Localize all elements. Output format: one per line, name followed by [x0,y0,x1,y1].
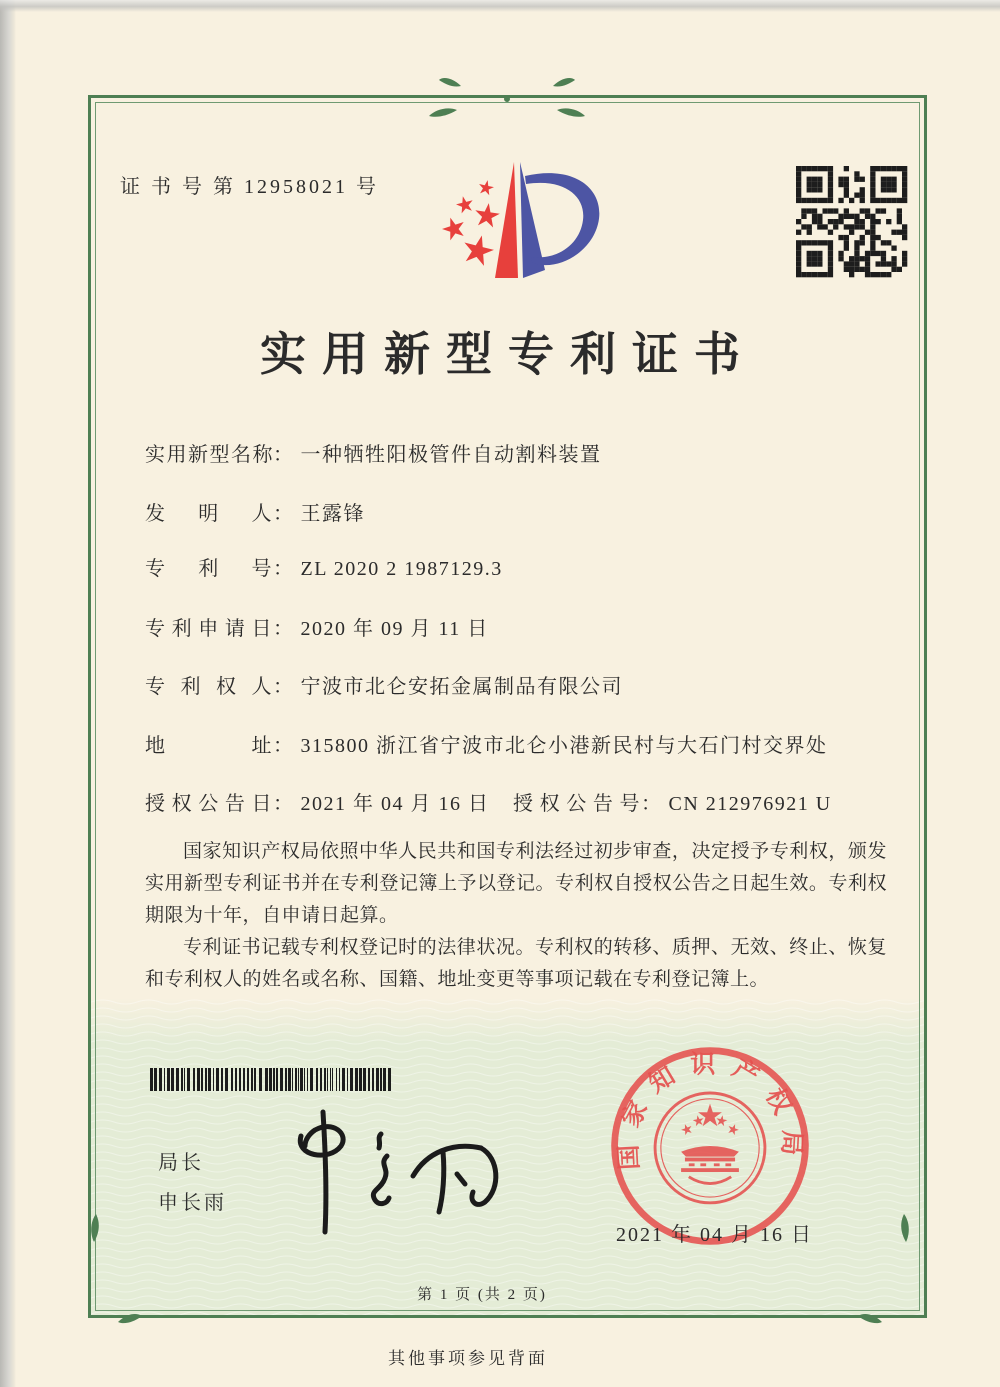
field-label: 专利申请日 [145,618,273,640]
corner-ornament-right [798,1182,926,1337]
issuer-name: 申长雨 [158,1192,227,1214]
legal-paragraph: 国家知识产权局依照中华人民共和国专利法经过初步审查，决定授予专利权，颁发实用新型专利证书并在专利登记簿上予以登记。专利权自授权公告之日起生效。专利权期限为十年，自申请日起算。 [145,841,887,926]
field-colon: ： [273,618,295,640]
field-label: 授权公告号 [513,793,641,815]
certificate-number: 证 书 号 第 12958021 号 [120,176,379,198]
field-label: 实用新型名称 [145,444,274,466]
page-title: 实用新型专利证书 [260,329,756,380]
field-label: 地址 [145,735,273,757]
field-value: 315800 浙江省宁波市北仑小港新民村与大石门村交界处 [300,735,828,757]
field-row [145,438,602,467]
field-row [145,552,503,581]
field-row [145,497,365,526]
field-row [145,612,489,641]
field-value: ZL 2020 2 1987129.3 [300,558,503,580]
grant-date-row [145,787,490,816]
field-label: 专利权人 [145,676,273,698]
field-colon: ： [273,503,295,525]
field-colon: ： [273,793,295,815]
legal-paragraph: 专利证书记载专利权登记时的法律状况。专利权的转移、质押、无效、终止、恢复和专利权人的姓名或名称、国籍、地址变更等事项记载在专利登记簿上。 [145,937,887,990]
seal-date: 2021 年 04 月 16 日 [616,1224,813,1246]
field-value: 一种牺牲阳极管件自动割料装置 [300,444,602,466]
qr-code [796,166,908,278]
field-label: 授权公告日 [145,793,273,815]
signature [285,1104,525,1239]
top-ornament [357,64,657,134]
scan-edge-left [0,0,16,1387]
field-colon: ： [273,558,295,580]
field-value: 2021 年 04 月 16 日 [300,793,490,815]
barcode [150,1068,397,1091]
field-colon: ： [273,444,295,466]
field-value: 王露锋 [300,503,365,525]
field-colon: ： [641,793,663,815]
back-note: 其他事项参见背面 [388,1349,548,1368]
national-emblem-icon [655,1093,765,1203]
issuer-title: 局长 [158,1152,204,1174]
field-row [145,729,828,758]
field-colon: ： [273,676,295,698]
field-label: 专利号 [145,558,273,580]
cnipa-logo [428,152,618,292]
seal-ring-text: 国家知识产权局 [614,1051,806,1171]
field-value: CN 212976921 U [668,793,832,815]
field-label: 发明人 [145,503,273,525]
grant-number-row [513,787,832,816]
field-colon: ： [273,735,295,757]
scan-edge-top [0,0,1000,12]
legal-text [145,836,887,996]
field-value: 宁波市北仑安拓金属制品有限公司 [300,676,623,698]
field-value: 2020 年 09 月 11 日 [300,618,489,640]
field-row [145,670,623,699]
page-indicator: 第 1 页 (共 2 页) [417,1287,547,1303]
